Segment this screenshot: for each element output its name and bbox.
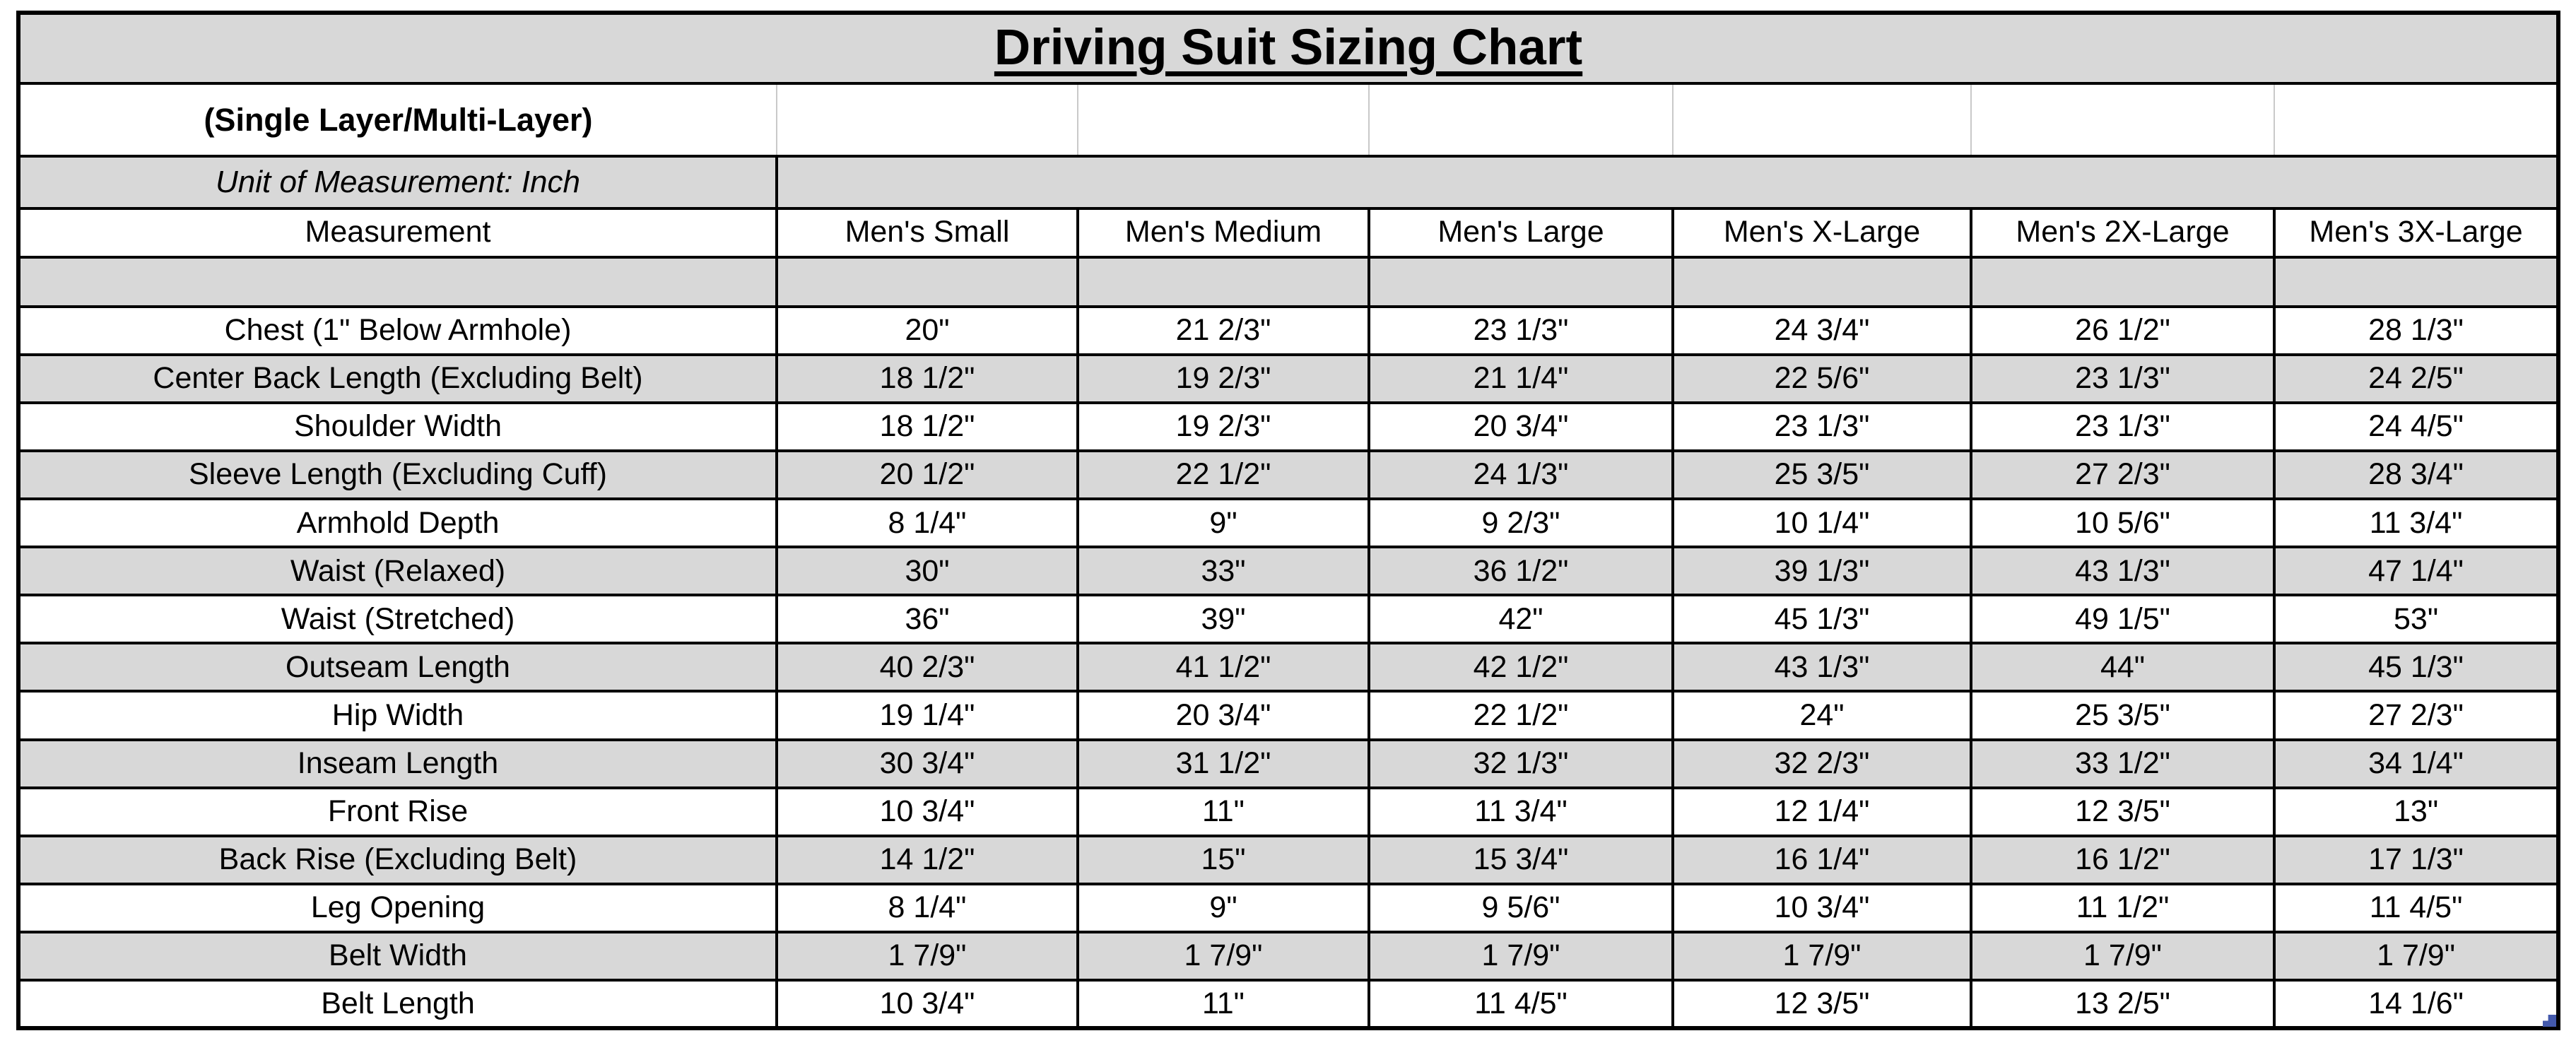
size-value: 42 1/2" [1369,643,1673,691]
measurement-label: Belt Width [18,932,777,980]
size-value: 8 1/4" [777,884,1078,932]
size-value: 39" [1078,595,1369,643]
empty-cell [1078,257,1369,307]
size-value: 13" [2274,788,2558,836]
size-value: 44" [1971,643,2274,691]
size-value: 1 7/9" [1078,932,1369,980]
empty-cell [1369,83,1673,157]
table-row-waist-relaxed [18,547,2558,595]
size-value: 42" [1369,595,1673,643]
size-value: 11 3/4" [1369,788,1673,836]
unit-note: Unit of Measurement: Inch [18,156,777,208]
chart-title: Driving Suit Sizing Chart [18,13,2558,83]
empty-cell [1971,83,2274,157]
size-value: 8 1/4" [777,499,1078,547]
empty-cell [2274,257,2558,307]
column-header-mens-x-large: Men's X-Large [1673,208,1971,257]
size-value: 36" [777,595,1078,643]
size-value: 22 1/2" [1078,451,1369,499]
size-value: 40 2/3" [777,643,1078,691]
unit-row [18,156,2558,208]
column-header-mens-2x-large: Men's 2X-Large [1971,208,2274,257]
size-value: 24" [1673,691,1971,739]
size-value: 19 2/3" [1078,355,1369,403]
size-value: 18 1/2" [777,403,1078,451]
size-value: 33 1/2" [1971,740,2274,788]
size-value: 14 1/2" [777,836,1078,884]
table-row-sleeve-length [18,451,2558,499]
size-value: 17 1/3" [2274,836,2558,884]
size-value: 16 1/2" [1971,836,2274,884]
size-value: 28 3/4" [2274,451,2558,499]
size-value: 11 1/2" [1971,884,2274,932]
table-row-armhold-depth [18,499,2558,547]
size-value: 24 1/3" [1369,451,1673,499]
size-value: 21 1/4" [1369,355,1673,403]
column-header-mens-3x-large: Men's 3X-Large [2274,208,2558,257]
size-value: 32 1/3" [1369,740,1673,788]
size-value: 43 1/3" [1673,643,1971,691]
size-value: 11 3/4" [2274,499,2558,547]
empty-cell [18,257,777,307]
size-value: 23 1/3" [1971,403,2274,451]
measurement-label: Outseam Length [18,643,777,691]
size-value: 20" [777,307,1078,355]
empty-cell [777,257,1078,307]
size-value: 11 4/5" [1369,980,1673,1028]
empty-cell [1673,83,1971,157]
measurement-label: Belt Length [18,980,777,1028]
size-value: 25 3/5" [1673,451,1971,499]
size-value: 12 3/5" [1673,980,1971,1028]
size-value: 30" [777,547,1078,595]
column-header-mens-large: Men's Large [1369,208,1673,257]
size-value: 25 3/5" [1971,691,2274,739]
size-value: 36 1/2" [1369,547,1673,595]
size-value: 19 1/4" [777,691,1078,739]
table-row-center-back-length [18,355,2558,403]
size-value: 43 1/3" [1971,547,2274,595]
empty-cell [1673,257,1971,307]
column-header-mens-medium: Men's Medium [1078,208,1369,257]
measurement-label: Shoulder Width [18,403,777,451]
measurement-label: Center Back Length (Excluding Belt) [18,355,777,403]
measurement-label: Front Rise [18,788,777,836]
measurement-label: Inseam Length [18,740,777,788]
size-value: 47 1/4" [2274,547,2558,595]
size-value: 30 3/4" [777,740,1078,788]
size-value: 15" [1078,836,1369,884]
size-value: 45 1/3" [1673,595,1971,643]
size-value: 19 2/3" [1078,403,1369,451]
size-value: 12 3/5" [1971,788,2274,836]
size-value: 16 1/4" [1673,836,1971,884]
size-value: 9" [1078,499,1369,547]
sizing-chart-table [16,11,2560,1030]
size-value: 1 7/9" [777,932,1078,980]
size-value: 23 1/3" [1369,307,1673,355]
table-row-waist-stretched [18,595,2558,643]
size-value: 13 2/5" [1971,980,2274,1028]
size-value: 53" [2274,595,2558,643]
empty-cell [1369,257,1673,307]
measurement-label: Hip Width [18,691,777,739]
column-header-measurement: Measurement [18,208,777,257]
size-value: 10 1/4" [1673,499,1971,547]
size-value: 1 7/9" [1673,932,1971,980]
measurement-label: Waist (Stretched) [18,595,777,643]
table-row-belt-width [18,932,2558,980]
size-value: 32 2/3" [1673,740,1971,788]
size-value: 1 7/9" [2274,932,2558,980]
measurement-label: Chest (1" Below Armhole) [18,307,777,355]
size-value: 1 7/9" [1369,932,1673,980]
size-value: 31 1/2" [1078,740,1369,788]
column-header-mens-small: Men's Small [777,208,1078,257]
chart-subtitle: (Single Layer/Multi-Layer) [18,83,777,157]
size-value: 24 4/5" [2274,403,2558,451]
size-value: 28 1/3" [2274,307,2558,355]
size-value: 34 1/4" [2274,740,2558,788]
measurement-label: Armhold Depth [18,499,777,547]
size-value: 20 3/4" [1369,403,1673,451]
size-value: 10 3/4" [777,980,1078,1028]
empty-cell [777,156,2558,208]
table-row-shoulder-width [18,403,2558,451]
table-row-belt-length [18,980,2558,1028]
size-value: 49 1/5" [1971,595,2274,643]
table-row-hip-width [18,691,2558,739]
size-value: 45 1/3" [2274,643,2558,691]
measurement-label: Sleeve Length (Excluding Cuff) [18,451,777,499]
measurement-label: Back Rise (Excluding Belt) [18,836,777,884]
subtitle-row [18,83,2558,157]
size-value: 27 2/3" [1971,451,2274,499]
column-header-row [18,208,2558,257]
size-value: 9" [1078,884,1369,932]
size-value: 22 5/6" [1673,355,1971,403]
table-row-inseam-length [18,740,2558,788]
size-value: 24 2/5" [2274,355,2558,403]
size-value: 33" [1078,547,1369,595]
measurement-label: Leg Opening [18,884,777,932]
empty-cell [1078,83,1369,157]
size-value: 27 2/3" [2274,691,2558,739]
table-row-leg-opening [18,884,2558,932]
size-value: 11 4/5" [2274,884,2558,932]
table-row-back-rise [18,836,2558,884]
empty-cell [777,83,1078,157]
size-value: 15 3/4" [1369,836,1673,884]
size-value: 10 3/4" [1673,884,1971,932]
table-row-front-rise [18,788,2558,836]
size-value: 9 2/3" [1369,499,1673,547]
size-value: 20 3/4" [1078,691,1369,739]
size-value: 26 1/2" [1971,307,2274,355]
size-value: 12 1/4" [1673,788,1971,836]
size-value: 11" [1078,788,1369,836]
size-value: 10 3/4" [777,788,1078,836]
size-value: 23 1/3" [1971,355,2274,403]
size-value: 10 5/6" [1971,499,2274,547]
size-value: 41 1/2" [1078,643,1369,691]
size-value: 11" [1078,980,1369,1028]
table-row-outseam-length [18,643,2558,691]
size-value: 14 1/6" [2274,980,2558,1028]
table-row-chest [18,307,2558,355]
size-value: 9 5/6" [1369,884,1673,932]
size-value: 39 1/3" [1673,547,1971,595]
size-value: 23 1/3" [1673,403,1971,451]
size-value: 21 2/3" [1078,307,1369,355]
empty-cell [2274,83,2558,157]
spacer-row [18,257,2558,307]
size-value: 18 1/2" [777,355,1078,403]
size-value: 22 1/2" [1369,691,1673,739]
title-row [18,13,2558,83]
empty-cell [1971,257,2274,307]
size-value: 20 1/2" [777,451,1078,499]
size-value: 24 3/4" [1673,307,1971,355]
measurement-label: Waist (Relaxed) [18,547,777,595]
size-value: 1 7/9" [1971,932,2274,980]
